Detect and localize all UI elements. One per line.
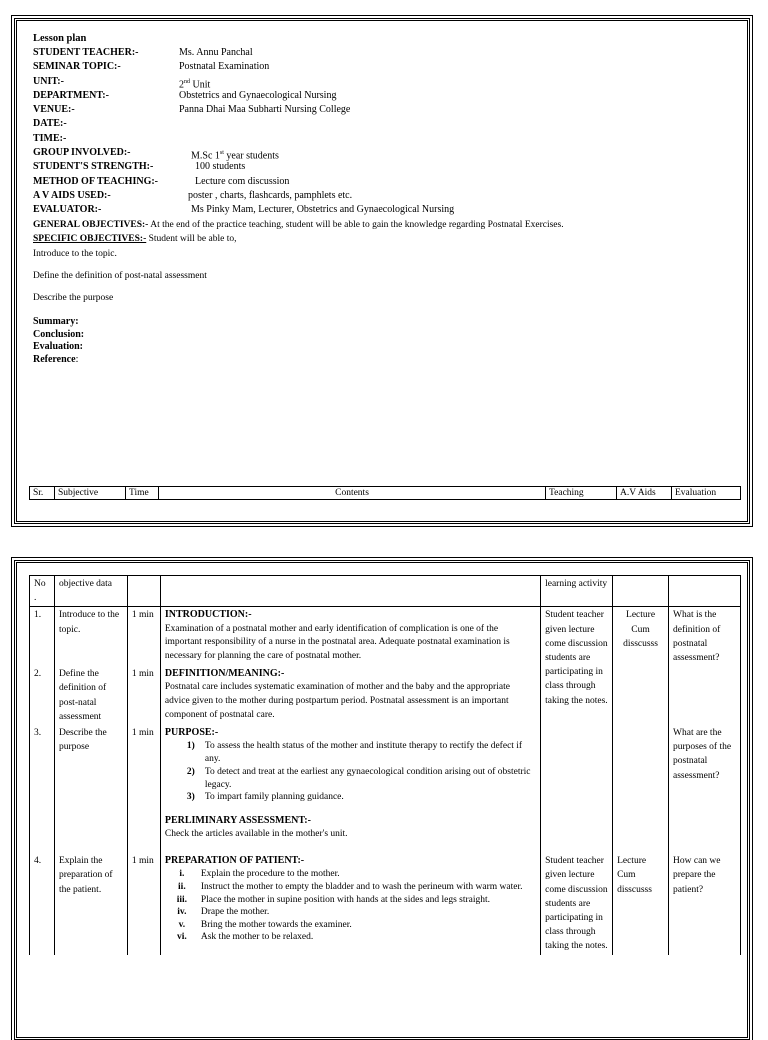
- list-item: [177, 906, 536, 919]
- list-number: vi.: [176, 932, 187, 943]
- info-block: [33, 46, 733, 246]
- list-text: Ask the mother to be relaxed.: [200, 932, 314, 943]
- unit-number: 2: [179, 78, 184, 90]
- row-time: 1 min: [127, 666, 160, 725]
- info-row: [33, 103, 733, 117]
- reference-heading: [33, 354, 84, 367]
- info-row: [33, 189, 733, 203]
- info-label: GROUP INVOLVED:-: [33, 147, 131, 159]
- list-text: Instruct the mother to empty the bladder and to wash the perineum with warm water.: [200, 882, 523, 893]
- list-item: [178, 919, 536, 932]
- list-number: 2): [186, 766, 195, 777]
- row-av: [613, 666, 669, 725]
- header-subjective: Subjective: [55, 487, 126, 500]
- lesson-table: [29, 575, 741, 955]
- info-row: [33, 160, 733, 174]
- head-contents: [160, 576, 540, 607]
- info-value: Obstetrics and Gynaecological Nursing: [179, 89, 337, 101]
- row-contents: [160, 725, 540, 853]
- group-ordinal: st: [219, 150, 224, 157]
- list-text: To impart family planning guidance.: [204, 792, 344, 803]
- list-item: [176, 894, 536, 907]
- document-title: Lesson plan: [33, 33, 87, 44]
- list-text: Place the mother in supine position with hands at the sides and legs straight.: [200, 894, 491, 905]
- table-header-row: [30, 487, 741, 500]
- section-text: Postnatal care includes systematic examination of mother and the baby and the appropriate advice given to the mother during postpartum period. Postnatal assessment is an important component of postnatal care.: [164, 682, 510, 721]
- row-time: 1 min: [127, 607, 160, 666]
- head-no-dot: .: [34, 593, 37, 604]
- row-objective: Describe the purpose: [54, 725, 127, 853]
- row-number: 4.: [30, 853, 55, 954]
- row-evaluation: How can we prepare the patient?: [669, 853, 741, 954]
- info-value: Lecture com discussion: [195, 175, 290, 187]
- list-item: [179, 868, 536, 881]
- row-av: [613, 725, 669, 853]
- table-row: [30, 725, 741, 853]
- section-title: PURPOSE:-: [164, 727, 219, 739]
- group-rest: year students: [223, 150, 279, 162]
- list-item: [176, 931, 536, 944]
- list-text: Bring the mother towards the examiner.: [200, 919, 352, 930]
- row-time: 1 min: [127, 853, 160, 954]
- row-contents: [160, 666, 540, 725]
- general-objectives-label: GENERAL OBJECTIVES:-: [33, 219, 149, 230]
- list-number: 3): [186, 792, 195, 803]
- info-label: DEPARTMENT:-: [33, 89, 109, 101]
- reference-label: Reference: [33, 353, 76, 365]
- info-row: [33, 146, 733, 160]
- info-value: Ms Pinky Mam, Lecturer, Obstetrics and Gynaecological Nursing: [191, 204, 455, 216]
- objective-item: Describe the purpose: [33, 293, 114, 303]
- row-contents: [160, 607, 540, 666]
- info-row: [33, 175, 733, 189]
- lesson-plan-page-1: [14, 18, 750, 524]
- list-item: [186, 791, 536, 804]
- section-title: PREPARATION OF PATIENT:-: [164, 855, 305, 867]
- purpose-list: [165, 740, 536, 804]
- list-number: ii.: [178, 882, 186, 893]
- info-label: METHOD OF TEACHING:-: [33, 175, 159, 187]
- head-av: [613, 576, 669, 607]
- reference-colon: :: [75, 353, 79, 365]
- list-number: v.: [178, 919, 186, 930]
- list-text: Explain the procedure to the mother.: [200, 869, 340, 880]
- lesson-table-header: [29, 486, 741, 500]
- header-sr: Sr.: [30, 487, 55, 500]
- list-number: 1): [186, 741, 195, 752]
- section-title: DEFINITION/MEANING:-: [164, 668, 285, 680]
- row-learning: Student teacher given lecture come discussion students are participating in class through taking the notes.: [541, 607, 613, 725]
- head-time: [127, 576, 160, 607]
- info-label: STUDENT TEACHER:-: [33, 47, 139, 58]
- head-no-text: No: [34, 579, 46, 589]
- table-row: [30, 607, 741, 666]
- info-value: poster , charts, flashcards, pamphlets etc.: [188, 189, 353, 201]
- info-label: TIME:-: [33, 132, 67, 144]
- list-number: i.: [179, 869, 185, 880]
- row-number: 3.: [30, 725, 55, 853]
- list-item: [186, 740, 536, 766]
- group-degree: M.Sc 1: [191, 150, 220, 162]
- general-objectives-value: At the end of the practice teaching, student will be able to gain the knowledge regarding Postnatal Exercises.: [148, 219, 564, 230]
- head-learning: learning activity: [541, 576, 613, 607]
- header-teaching: Teaching: [546, 487, 617, 500]
- info-row: [33, 46, 733, 60]
- info-label: EVALUATOR:-: [33, 204, 102, 216]
- list-text: Drape the mother.: [200, 907, 270, 918]
- info-label: A V AIDS USED:-: [33, 189, 111, 201]
- info-label: STUDENT'S STRENGTH:-: [33, 161, 154, 173]
- head-objective: objective data: [54, 576, 127, 607]
- info-label: UNIT:-: [33, 75, 64, 87]
- lesson-plan-page-2: [14, 560, 750, 1040]
- header-contents: Contents: [159, 487, 546, 500]
- list-text: To detect and treat at the earliest any gynaecological condition arising out of obstetric legacy.: [204, 766, 531, 790]
- list-item: [186, 766, 536, 792]
- table-row: [30, 853, 741, 954]
- specific-objectives: [33, 232, 733, 246]
- row-objective: Define the definition of post-natal assessment: [54, 666, 127, 725]
- head-evaluation: [669, 576, 741, 607]
- row-evaluation: [669, 666, 741, 725]
- info-value: 100 students: [195, 161, 246, 173]
- section-title: INTRODUCTION:-: [164, 609, 252, 621]
- list-item: [178, 881, 536, 894]
- summary-heading: Summary:: [33, 316, 79, 327]
- objective-item: Introduce to the topic.: [33, 249, 117, 259]
- row-learning: Student teacher given lecture come discussion students are participating in class through taking the notes.: [541, 853, 613, 954]
- header-av-aids: A.V Aids: [617, 487, 672, 500]
- row-evaluation: What is the definition of postnatal assessment?: [669, 607, 741, 666]
- info-label: VENUE:-: [33, 104, 75, 116]
- info-row: [33, 132, 733, 146]
- row-objective: Introduce to the topic.: [54, 607, 127, 666]
- row-contents: [160, 853, 540, 954]
- row-number: 1.: [30, 607, 55, 666]
- row-av: Lecture Cum disscusss: [613, 607, 669, 666]
- list-number: iv.: [177, 907, 187, 918]
- objective-item: Define the definition of post-natal assessment: [33, 271, 207, 281]
- info-value: Ms. Annu Panchal: [179, 47, 253, 58]
- head-no: [30, 576, 55, 607]
- evaluation-heading: Evaluation:: [33, 341, 84, 352]
- list-number: iii.: [176, 894, 188, 905]
- row-evaluation: What are the purposes of the postnatal assessment?: [669, 725, 741, 853]
- info-label: DATE:-: [33, 118, 67, 130]
- info-row: [33, 60, 733, 74]
- row-time: 1 min: [127, 725, 160, 853]
- info-row: [33, 89, 733, 103]
- list-text: To assess the health status of the mother and institute therapy to rectify the defect if any.: [204, 741, 523, 765]
- specific-objectives-value: Student will be able to,: [146, 233, 237, 244]
- unit-ordinal: nd: [184, 78, 190, 85]
- info-value: Postnatal Examination: [179, 61, 270, 73]
- info-row: [33, 75, 733, 89]
- info-row: [33, 203, 733, 217]
- row-number: 2.: [30, 666, 55, 725]
- general-objectives: [33, 218, 733, 232]
- section-text: Examination of a postnatal mother and early identification of complication is one of the important responsibility of a nurse in the postnatal area. Adequate postnatal examination is necessary for planning the care of postnatal mother.: [164, 623, 510, 662]
- row-objective: Explain the preparation of the patient.: [54, 853, 127, 954]
- section-title: PERLIMINARY ASSESSMENT:-: [164, 815, 311, 827]
- header-time: Time: [126, 487, 159, 500]
- row-learning: [541, 725, 613, 853]
- closing-sections: [33, 316, 84, 366]
- specific-objectives-label: SPECIFIC OBJECTIVES:-: [33, 233, 147, 244]
- conclusion-heading: Conclusion:: [33, 328, 85, 340]
- info-row: [33, 117, 733, 131]
- header-evaluation: Evaluation: [672, 487, 741, 500]
- info-label: SEMINAR TOPIC:-: [33, 61, 121, 73]
- section-text: Check the articles available in the mother's unit.: [164, 829, 348, 840]
- preparation-list: [165, 868, 536, 944]
- table-row: [30, 666, 741, 725]
- spacer: [165, 842, 536, 852]
- row-av: Lecture Cum disscusss: [613, 853, 669, 954]
- spacer: [165, 804, 536, 814]
- info-value: Panna Dhai Maa Subharti Nursing College: [179, 104, 351, 116]
- table-head-row: [30, 576, 741, 607]
- unit-word: Unit: [192, 78, 211, 90]
